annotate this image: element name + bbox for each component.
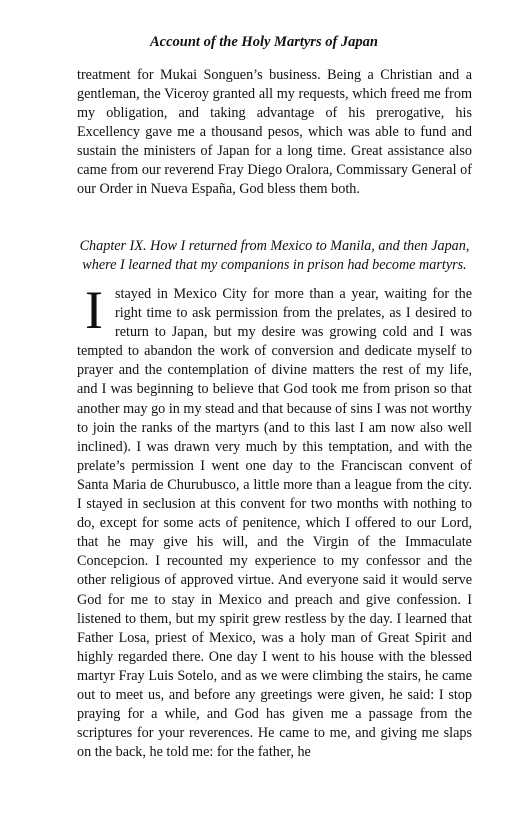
chapter-heading: Chapter IX. How I returned from Mexico to Manila, and then Japan, where I learned that my companions in prison had become martyrs.	[79, 238, 470, 273]
running-head: Account of the Holy Martyrs of Japan	[150, 34, 378, 50]
body-paragraph: treatment for Mukai Songuen’s business. Being a Christian and a gentleman, the Viceroy granted all my requests, which freed me from my obligation, and taking advantage of his prerogative, his Excellency gave me a thousand pesos, which was able to fund and sustain the ministers of Japan for a long time. Great assistance also came from our reverend Fray Diego Oralora, Commissary General of our Order in Nueva España, God bless them both.	[77, 67, 472, 197]
chapter-body-paragraph	[77, 280, 472, 762]
drop-cap: I	[85, 280, 103, 340]
chapter-body-text: stayed in Mexico City for more than a year, waiting for the right time to ask permission from the prelates, as I desired to return to Japan, but my desire was growing cold and I was tempted to abandon the work of conversion and dedicate myself to prayer and the contemplation of divine matters the rest of my life, and I was beginning to believe that God took me from prison so that another may go in my stead and that because of sins I was not worthy to join the ranks of the martyrs (and to this last I am now also well inclined). I was drawn very much by this temptation, and with the prelate’s permission I went one day to the Franciscan convent of Santa Maria de Churubusco, a little more than a league from the city. I stayed in seclusion at this convent for two months with nothing to do, except for some acts of penitence, which I offered to our Lord, that he may give his will, and the Virgin of the Immaculate Concepcion. I recounted my experience to my confessor and the other religious of approved virtue. And everyone said it would serve God for me to stay in Mexico and preach and give confession. I listened to them, but my spirit grew restless by the day. I learned that Father Losa, priest of Mexico, was a holy man of Great Spirit and highly regarded there. One day I went to his house with the blessed martyr Fray Luis Sotelo, and as we were climbing the stairs, he came out to meet us, and before any greetings were given, he said: I stop praying for a while, and God has given me a passage from the scriptures for your reverences. He came to me, and giving me slaps on the back, he told me: for the father, he	[77, 286, 472, 761]
